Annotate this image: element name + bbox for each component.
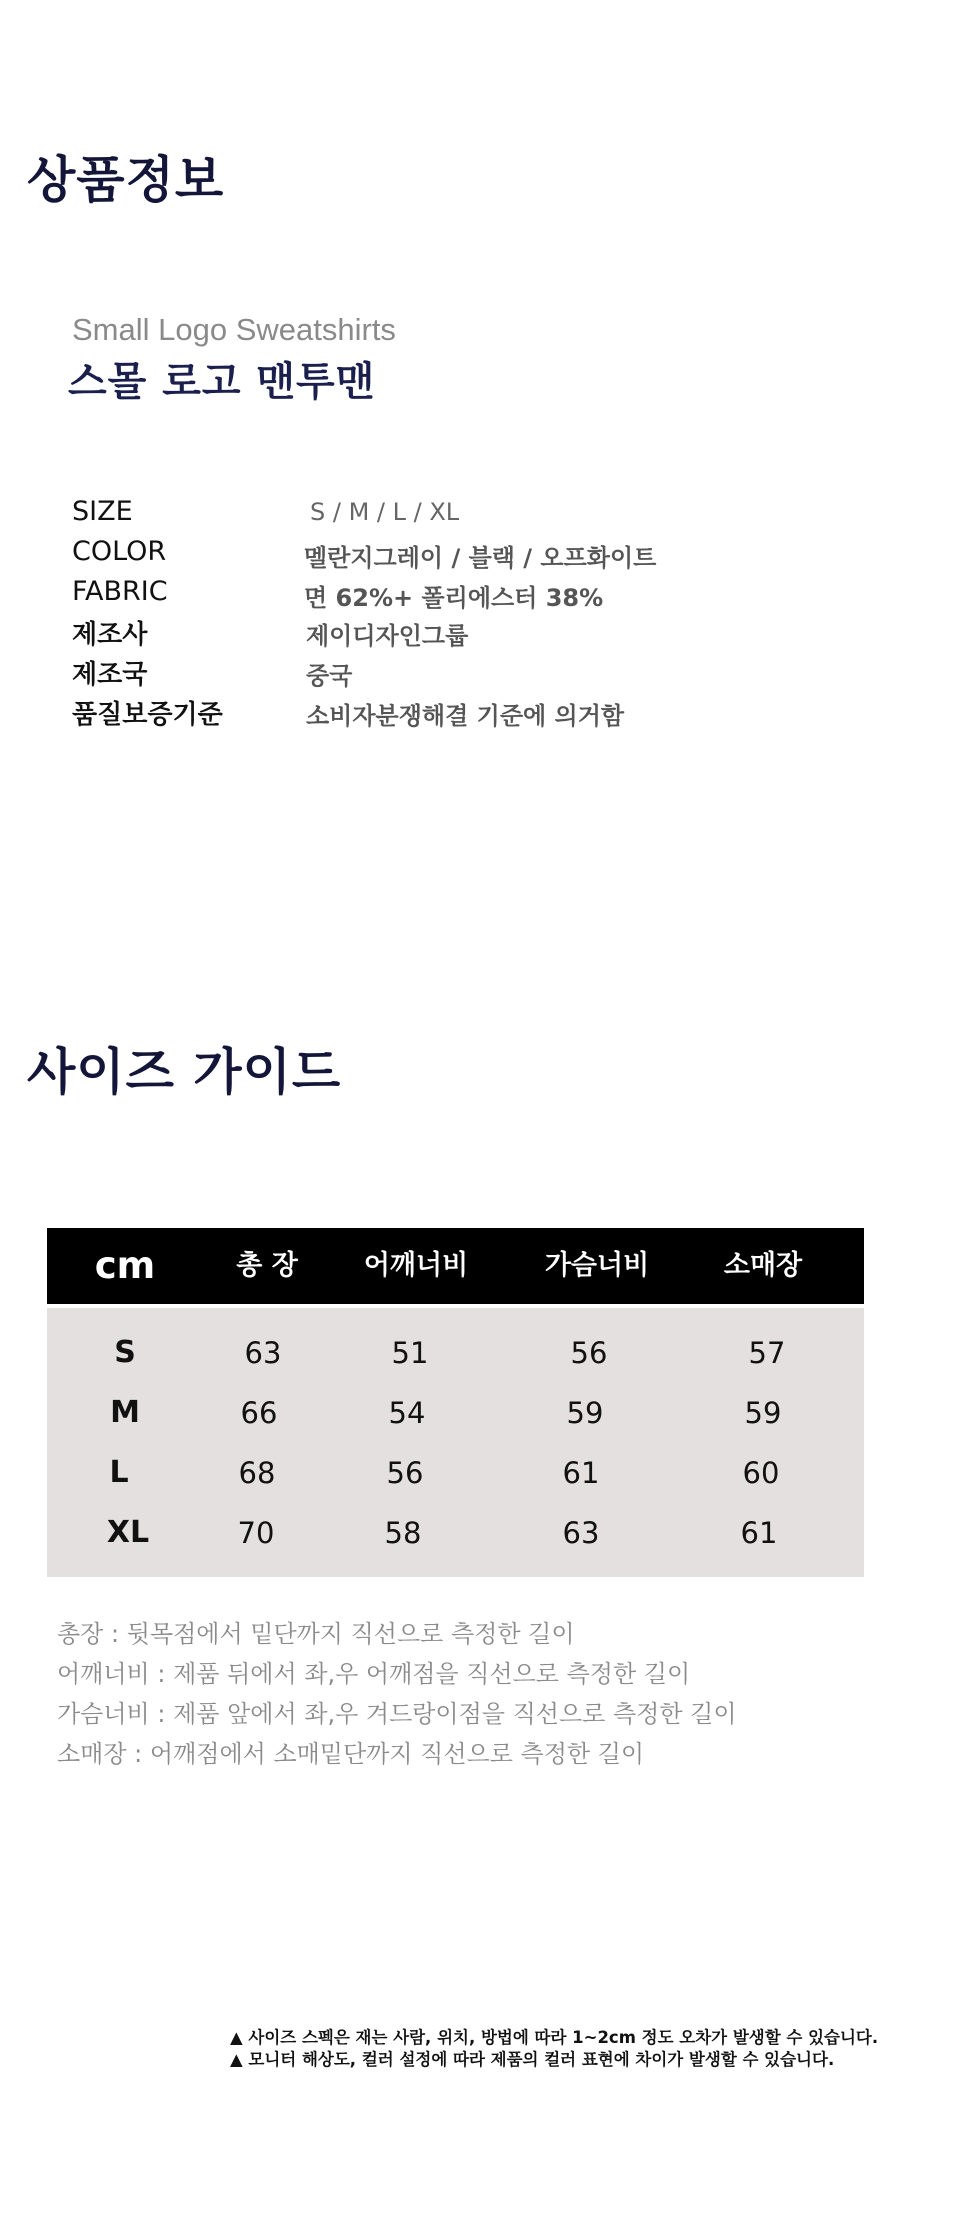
spec-value: 멜란지그레이 / 블랙 / 오프화이트 bbox=[304, 544, 657, 572]
spec-row-color bbox=[72, 536, 772, 574]
size-table-header bbox=[47, 1228, 864, 1304]
value-cell: 63 bbox=[562, 1516, 600, 1550]
header-length: 총 장 bbox=[236, 1250, 298, 1281]
size-cell: S bbox=[114, 1335, 136, 1370]
table-row bbox=[47, 1453, 864, 1493]
spec-row-manufacturer bbox=[72, 614, 772, 652]
size-cell: L bbox=[109, 1455, 129, 1490]
size-table-body bbox=[47, 1308, 864, 1577]
header-sleeve: 소매장 bbox=[723, 1250, 803, 1281]
value-cell: 60 bbox=[742, 1456, 780, 1490]
spec-value: 면 62%+ 폴리에스터 38% bbox=[304, 584, 604, 612]
size-cell: M bbox=[110, 1395, 140, 1430]
spec-label: 품질보증기준 bbox=[72, 700, 223, 730]
spec-value: 제이디자인그룹 bbox=[306, 622, 469, 650]
table-row bbox=[47, 1333, 864, 1373]
header-chest: 가슴너비 bbox=[544, 1250, 650, 1281]
value-cell: 59 bbox=[566, 1396, 604, 1430]
product-name-en: Small Logo Sweatshirts bbox=[72, 312, 396, 347]
value-cell: 63 bbox=[244, 1336, 282, 1370]
value-cell: 61 bbox=[740, 1516, 778, 1550]
value-cell: 70 bbox=[237, 1516, 275, 1550]
size-cell: XL bbox=[106, 1515, 150, 1550]
value-cell: 61 bbox=[562, 1456, 600, 1490]
spec-value: 소비자분쟁해결 기준에 의거함 bbox=[306, 702, 625, 730]
disclaimer-color: ▲ 모니터 해상도, 컬러 설정에 따라 제품의 컬러 표현에 차이가 발생할 수 있습니다. bbox=[230, 2050, 835, 2069]
spec-row-quality bbox=[72, 694, 772, 732]
spec-row-fabric bbox=[72, 576, 772, 614]
table-row bbox=[47, 1393, 864, 1433]
spec-row-size bbox=[72, 496, 772, 534]
spec-value: 중국 bbox=[306, 662, 353, 690]
note-shoulder: 어깨너비 : 제품 뒤에서 좌,우 어깨점을 직선으로 측정한 길이 bbox=[57, 1660, 691, 1688]
value-cell: 51 bbox=[391, 1336, 429, 1370]
value-cell: 57 bbox=[748, 1336, 786, 1370]
spec-label: 제조사 bbox=[72, 620, 148, 650]
header-shoulder: 어깨너비 bbox=[363, 1250, 469, 1281]
value-cell: 54 bbox=[388, 1396, 426, 1430]
value-cell: 58 bbox=[384, 1516, 422, 1550]
spec-label: SIZE bbox=[72, 496, 133, 527]
product-name-ko: 스몰 로고 맨투맨 bbox=[68, 359, 376, 405]
spec-value: S / M / L / XL bbox=[310, 498, 460, 526]
spec-label: 제조국 bbox=[72, 660, 148, 690]
value-cell: 56 bbox=[386, 1456, 424, 1490]
note-chest: 가슴너비 : 제품 앞에서 좌,우 겨드랑이점을 직선으로 측정한 길이 bbox=[57, 1700, 737, 1728]
value-cell: 59 bbox=[744, 1396, 782, 1430]
header-unit: cm bbox=[94, 1244, 156, 1287]
disclaimer-size: ▲ 사이즈 스펙은 재는 사람, 위치, 방법에 따라 1~2cm 정도 오차가 발생할 수 있습니다. bbox=[230, 2028, 879, 2047]
value-cell: 68 bbox=[238, 1456, 276, 1490]
note-length: 총장 : 뒷목점에서 밑단까지 직선으로 측정한 길이 bbox=[57, 1620, 575, 1648]
value-cell: 56 bbox=[570, 1336, 608, 1370]
product-info-title: 상품정보 bbox=[27, 151, 225, 209]
spec-row-origin bbox=[72, 654, 772, 692]
spec-label: FABRIC bbox=[72, 576, 168, 607]
value-cell: 66 bbox=[240, 1396, 278, 1430]
size-guide-title: 사이즈 가이드 bbox=[27, 1043, 342, 1101]
table-row bbox=[47, 1513, 864, 1553]
size-table bbox=[47, 1228, 864, 1577]
note-sleeve: 소매장 : 어깨점에서 소매밑단까지 직선으로 측정한 길이 bbox=[57, 1740, 645, 1768]
spec-label: COLOR bbox=[72, 536, 167, 567]
